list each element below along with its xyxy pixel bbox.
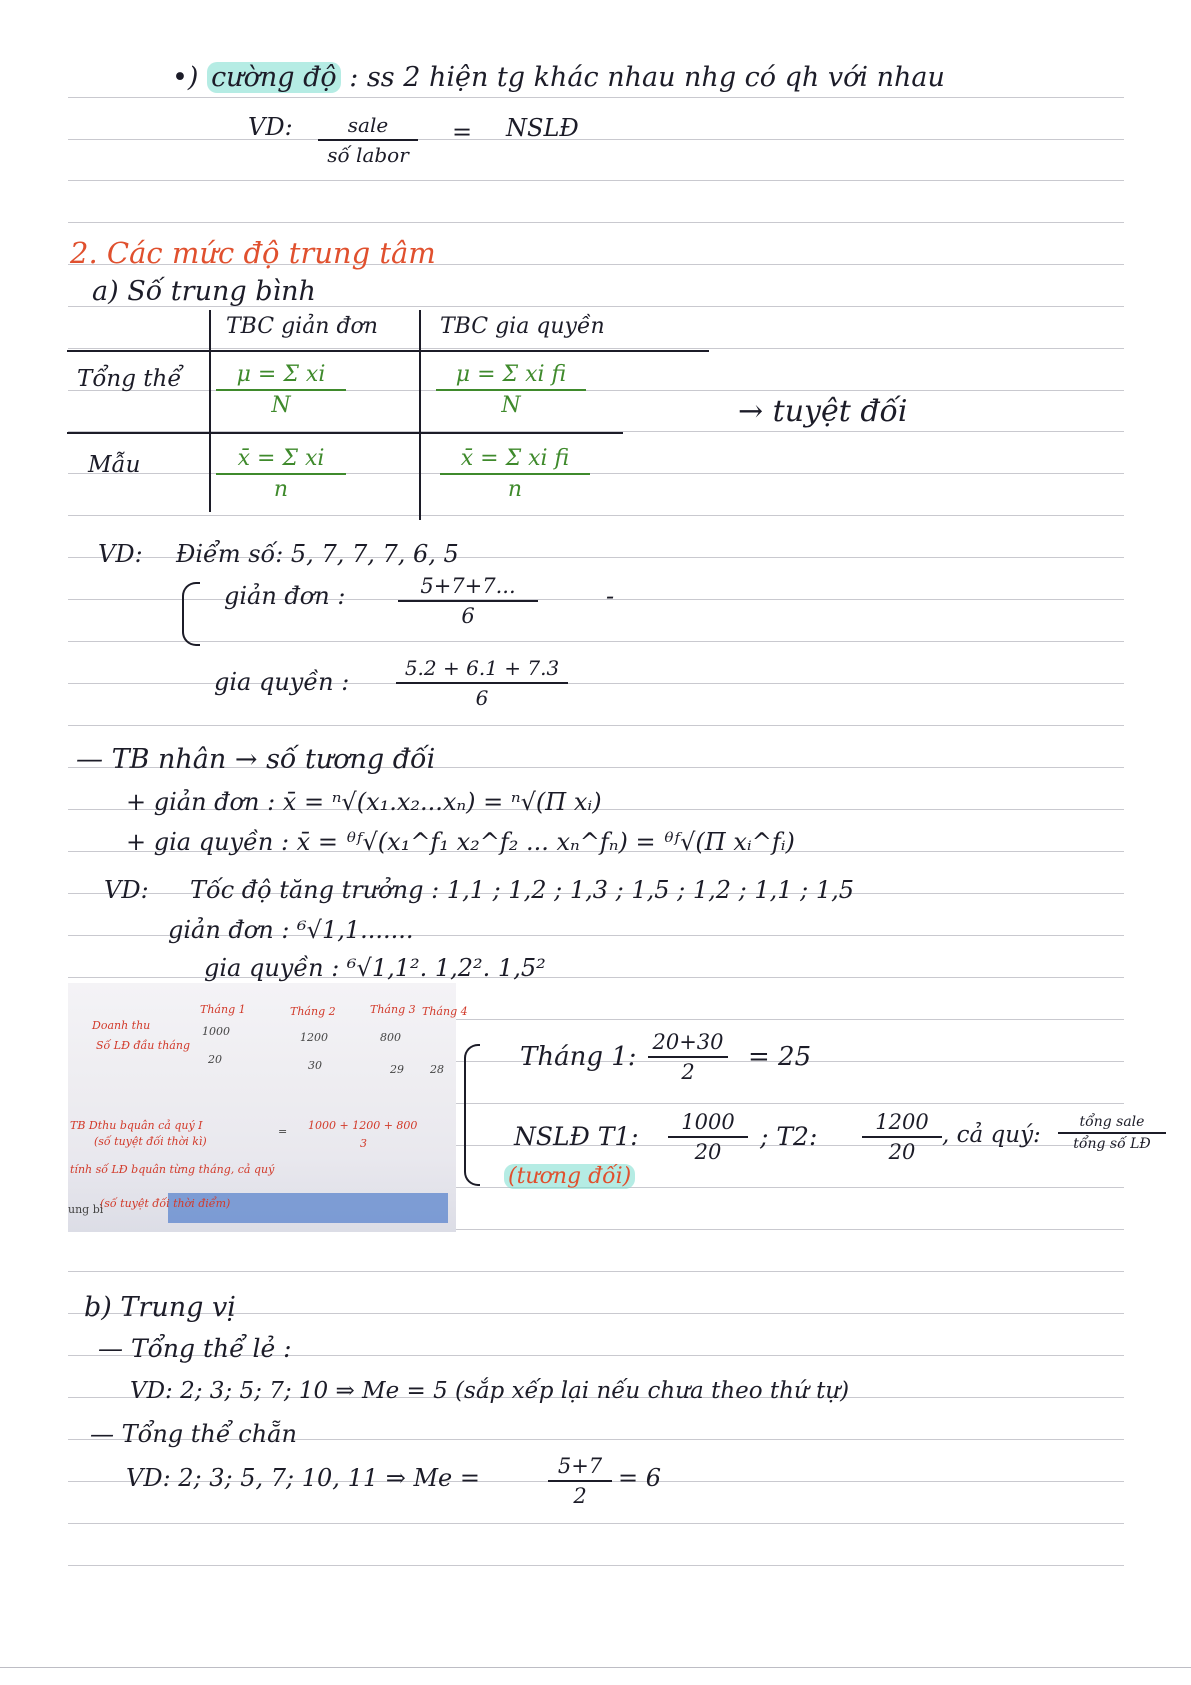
photo-value: 29 [390, 1063, 404, 1076]
ruled-line [68, 515, 1124, 516]
photo-row-label: Số LĐ đầu tháng [96, 1039, 190, 1052]
vd-label: VD: [98, 540, 143, 568]
median-even-result: = 6 [618, 1464, 662, 1492]
weighted-label: gia quyền : [214, 668, 350, 696]
bullet: •) [172, 62, 199, 93]
productivity-t2-label: ; T2: [760, 1122, 818, 1151]
photo-note: TB Dthu bquân cả quý I [70, 1119, 203, 1132]
median-title: b) Trung vị [84, 1292, 236, 1323]
geometric-title: — TB nhân → số tương đối [76, 744, 436, 775]
quarter-label: , cả quý: [942, 1122, 1041, 1148]
photo-value: 30 [308, 1059, 322, 1072]
photo-value: 800 [380, 1031, 401, 1044]
median-odd: — Tổng thể lẻ : [98, 1334, 292, 1363]
photo-eq: = [278, 1125, 288, 1138]
median-odd-example: VD: 2; 3; 5; 7; 10 ⇒ Me = 5 (sắp xếp lại nếu chưa theo thứ tự) [130, 1378, 850, 1404]
productivity-t1-fraction: $\frac{1000}{20}$ [668, 1110, 748, 1164]
growth-rates: Tốc độ tăng trưởng : 1,1 ; 1,2 ; 1,3 ; 1,5 ; 1,2 ; 1,1 ; 1,5 [190, 876, 855, 904]
photo-cut-text: ung bì [68, 1203, 104, 1216]
productivity-t2-fraction: $\frac{1200}{20}$ [862, 1110, 942, 1164]
median-even-example: VD: 2; 3; 5, 7; 10, 11 ⇒ Me = [126, 1464, 480, 1492]
ruled-line [68, 348, 1124, 349]
intensity-desc: : ss 2 hiện tg khác nhau nhg có qh với nhau [349, 62, 945, 93]
photo-sum: 1000 + 1200 + 800 [308, 1119, 418, 1132]
intensity-term: cường độ [207, 62, 341, 93]
simple-tail: - [606, 582, 615, 610]
absolute-note: → tuyệt đối [738, 394, 908, 429]
vd-label: VD: [104, 876, 149, 904]
photo-note: (số tuyệt đối thời điểm) [100, 1197, 231, 1210]
labor-fraction [318, 113, 418, 167]
productivity-t1-label: NSLĐ T1: [514, 1122, 639, 1151]
ruled-line [68, 1523, 1124, 1524]
photo-value: 20 [208, 1053, 222, 1066]
photo-header: Tháng 4 [422, 1005, 468, 1018]
photo-value: 28 [430, 1063, 444, 1076]
month1-fraction: $\frac{20+30}{2}$ [648, 1030, 728, 1084]
section-title: 2. Các mức độ trung tâm [70, 236, 436, 270]
ruled-line [68, 1271, 1124, 1272]
simple-label: giản đơn : [224, 582, 346, 610]
formula-sample-weighted: $\frac{\text{x̄ = Σ xi fi}}{n}$ [440, 446, 590, 502]
photo-note: tính số LĐ bquân từng tháng, cả quý [70, 1163, 275, 1176]
vd-label: VD: [248, 113, 293, 141]
ruled-line [68, 725, 1124, 726]
photo-header: Tháng 1 [200, 1003, 246, 1016]
table-row-population: Tổng thể [77, 366, 182, 392]
long-brace [464, 1044, 480, 1186]
median-even: — Tổng thể chẵn [90, 1420, 297, 1448]
median-even-fraction: $\frac{5+7}{2}$ [548, 1454, 612, 1508]
intensity-result: NSLĐ [506, 114, 579, 142]
subsection-a: a) Số trung bình [92, 276, 316, 307]
formula-pop-simple: $\frac{\text{μ = Σ xi}}{N}$ [216, 362, 346, 418]
ruled-line [68, 180, 1124, 181]
table-vertical-line [209, 310, 211, 512]
ruled-line [68, 222, 1124, 223]
photo-row-label: Doanh thu [92, 1019, 151, 1032]
ruled-line [68, 139, 1124, 140]
quarter-fraction: tổng sale tổng số LĐ [1058, 1114, 1166, 1152]
formula-pop-weighted: $\frac{\text{μ = Σ xi fi}}{N}$ [436, 362, 586, 418]
photo-header: Tháng 3 [370, 1003, 416, 1016]
ruled-line [68, 1565, 1124, 1566]
brace [182, 582, 200, 646]
intensity-line [172, 62, 945, 93]
weighted-fraction: $\frac{5.2 + 6.1 + 7.3}{6}$ [396, 656, 568, 710]
table-col-simple: TBC giản đơn [226, 314, 378, 339]
ruled-line [68, 641, 1124, 642]
growth-simple: giản đơn : ⁶√1,1....... [168, 916, 414, 944]
table-horizontal-line [67, 350, 709, 352]
scores-line: Điểm số: 5, 7, 7, 7, 6, 5 [176, 540, 459, 568]
table-horizontal-line [67, 432, 623, 434]
fraction-numerator: sale [318, 113, 418, 141]
month1-label: Tháng 1: [520, 1042, 637, 1072]
ruled-line [68, 97, 1124, 98]
geometric-simple: + giản đơn : x̄ = ⁿ√(x₁.x₂...xₙ) = ⁿ√(Π xᵢ) [126, 788, 602, 816]
formula-sample-simple: $\frac{\text{x̄ = Σ xi}}{n}$ [216, 446, 346, 502]
photo-header: Tháng 2 [290, 1005, 336, 1018]
embedded-photo [68, 983, 468, 1232]
photo-note: (số tuyệt đối thời kì) [94, 1135, 207, 1148]
growth-weighted: gia quyền : ⁶√1,1². 1,2². 1,5² [204, 954, 546, 982]
photo-value: 1200 [300, 1031, 328, 1044]
month1-result: = 25 [748, 1042, 812, 1072]
relative-note: (tương đối) [504, 1164, 635, 1189]
table-row-sample: Mẫu [88, 452, 141, 478]
table-col-weighted: TBC gia quyền [440, 314, 605, 339]
photo-value: 1000 [202, 1025, 230, 1038]
table-vertical-line [419, 310, 421, 520]
simple-fraction: $\frac{5+7+7...}{6}$ [398, 574, 538, 628]
geometric-weighted: + gia quyền : x̄ = ᶿᶠ√(x₁^f₁ x₂^f₂ ... xₙ^fₙ) = ᶿᶠ√(Π xᵢ^fᵢ) [126, 828, 795, 856]
page-bottom-border [0, 1667, 1191, 1668]
photo-sum-den: 3 [360, 1137, 367, 1150]
fraction-denominator: số labor [327, 143, 409, 167]
equals-sign: = [452, 118, 473, 146]
